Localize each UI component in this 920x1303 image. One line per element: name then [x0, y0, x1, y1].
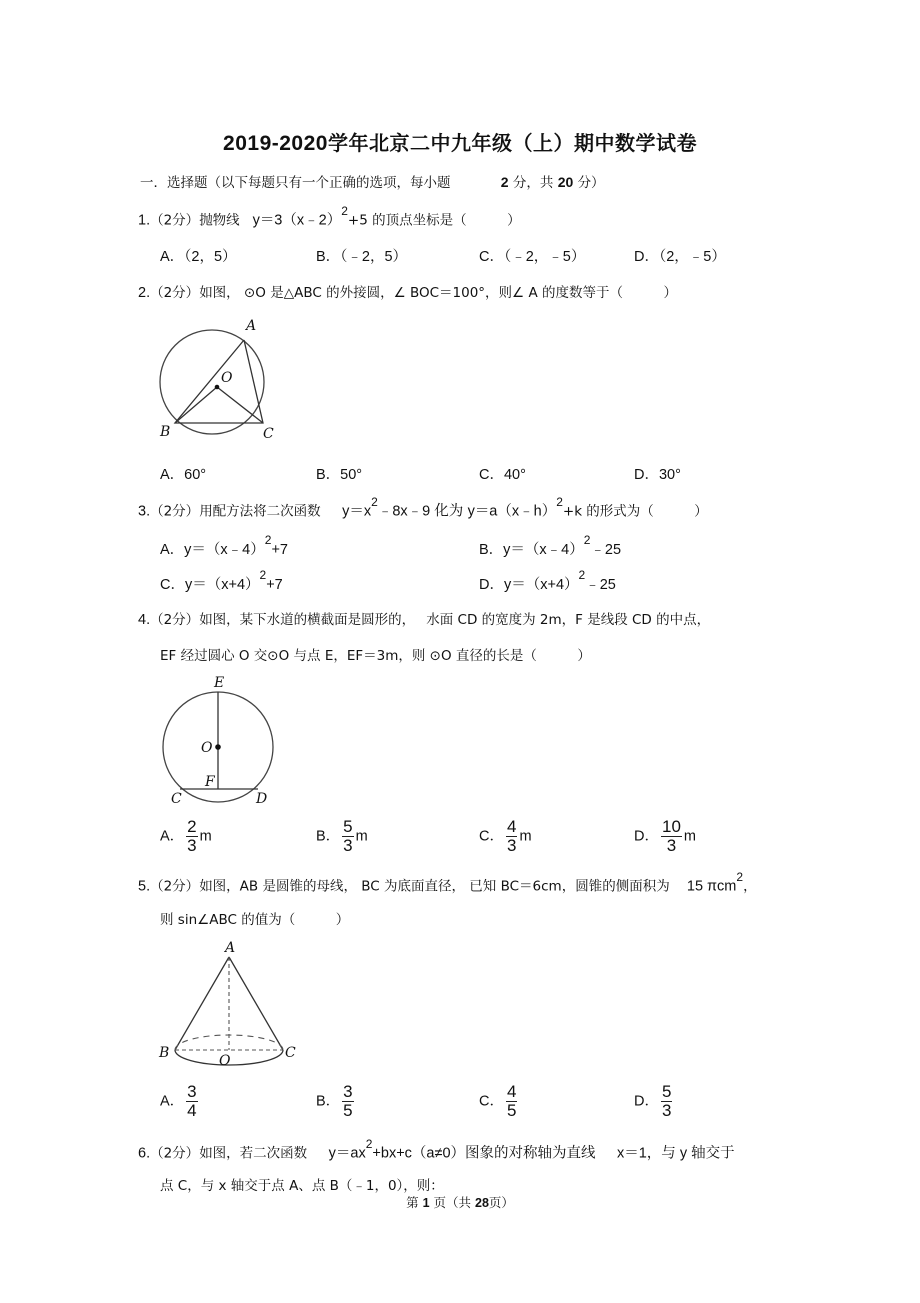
page-total: 28 [475, 1196, 489, 1210]
option-label: D． [634, 249, 659, 265]
exponent: 2 [583, 533, 591, 547]
svg-text:B: B [159, 1045, 170, 1061]
exponent: 2 [365, 1137, 373, 1151]
option-label: C． [479, 467, 504, 483]
title-text: 学年北京二中九年级（上）期中数学试卷 [327, 131, 697, 155]
fraction [661, 818, 682, 855]
numerator: 5 [343, 817, 353, 836]
question-5-line-2 [160, 908, 349, 928]
option-label: A． [160, 828, 185, 845]
question-text-tail: +k 的形式为（ ） [562, 503, 708, 520]
q5-option-a[interactable] [160, 1083, 200, 1120]
footer-mid: 页（共 [433, 1195, 472, 1210]
figure-circle-chord [155, 672, 290, 807]
q4-option-a[interactable] [160, 818, 212, 855]
q1-option-c[interactable] [479, 245, 585, 266]
exponent: 2 [341, 204, 348, 218]
question-text: 如图，AB 是圆锥的母线， BC 为底面直径， 已知 BC＝6cm，圆锥的侧面积为 [199, 878, 670, 895]
figure-cone [155, 937, 305, 1072]
section-mid: 分，共 [512, 175, 554, 191]
question-score: （2分） [150, 1145, 200, 1162]
option-value: （﹣2，5） [340, 249, 408, 265]
q4-option-d[interactable] [634, 818, 696, 855]
exponent: 2 [736, 870, 744, 884]
question-text: 如图，若二次函数 [199, 1145, 308, 1162]
numerator: 3 [187, 1082, 197, 1101]
denominator: 5 [506, 1101, 517, 1120]
question-text-tail: +5 的顶点坐标是（ ） [347, 212, 521, 229]
question-text: 用配方法将二次函数 [199, 503, 321, 520]
svg-text:O: O [221, 370, 233, 386]
question-number: 3. [138, 503, 151, 520]
question-area: 15 πcm [686, 878, 737, 895]
fraction [186, 1083, 197, 1120]
question-4-line-1 [138, 608, 710, 628]
option-label: A． [160, 249, 185, 265]
question-text: 抛物线 [199, 212, 240, 229]
question-6-line-2 [160, 1174, 444, 1194]
question-number: 6. [138, 1145, 151, 1162]
question-target-form: y＝a（x﹣h） [467, 503, 557, 520]
denominator: 5 [343, 1101, 353, 1120]
question-score: （2分） [150, 878, 200, 895]
question-number: 2. [138, 285, 151, 301]
q3-option-b[interactable] [479, 533, 622, 559]
section-points-each: 2 [500, 174, 509, 190]
fraction [661, 1083, 672, 1120]
option-label: B． [479, 541, 504, 558]
denominator: 3 [661, 1101, 672, 1120]
fraction [506, 818, 517, 855]
title-year: 2019-2020 [223, 132, 328, 155]
denominator: 3 [343, 836, 353, 855]
q5-option-d[interactable] [634, 1083, 674, 1120]
q2-option-d[interactable] [634, 463, 681, 484]
q1-option-d[interactable] [634, 245, 726, 266]
numerator: 3 [343, 1082, 353, 1101]
svg-text:C: C [171, 791, 182, 807]
q5-option-b[interactable] [316, 1083, 356, 1120]
option-base: y＝（x+4） [184, 576, 260, 593]
option-value: （2，5） [184, 249, 237, 265]
svg-text:D: D [256, 791, 268, 807]
svg-text:O: O [201, 740, 213, 756]
question-text: 则 sin∠ABC 的值为（ ） [160, 912, 350, 928]
page-footer [0, 1193, 920, 1211]
question-3 [138, 495, 708, 521]
question-text: 如图， ⊙O 是△ABC 的外接圆，∠ BOC＝100°，则∠ A 的度数等于（ ） [199, 285, 677, 301]
question-number: 1. [138, 212, 151, 229]
question-4-line-2 [160, 644, 591, 664]
numerator: 10 [661, 817, 681, 836]
section-suffix: 分） [577, 175, 605, 191]
question-score: （2分） [150, 285, 200, 301]
option-base: y＝（x﹣4） [503, 541, 584, 558]
q2-option-c[interactable] [479, 463, 526, 484]
question-text-tail: x＝1，与 y 轴交于 [616, 1145, 735, 1162]
question-text: 点 C，与 x 轴交于点 A、点 B（﹣1，0），则： [160, 1178, 444, 1194]
question-score: （2分） [150, 612, 200, 628]
unit: m [199, 828, 212, 845]
question-number: 4. [138, 612, 151, 628]
svg-text:C: C [263, 426, 274, 442]
denominator: 3 [506, 836, 517, 855]
option-label: A． [160, 1093, 185, 1110]
question-2 [138, 281, 677, 301]
fraction [506, 1083, 517, 1120]
denominator: 3 [187, 836, 197, 855]
q3-option-d[interactable] [479, 568, 616, 594]
option-label: C． [479, 249, 504, 265]
q1-option-b[interactable] [316, 245, 407, 266]
exponent: 2 [264, 533, 272, 547]
question-5-line-1 [138, 870, 757, 895]
question-1 [138, 204, 521, 230]
option-value: 40° [503, 467, 526, 483]
svg-text:C: C [285, 1045, 296, 1061]
page-title [0, 127, 920, 156]
option-value: （﹣2，﹣5） [503, 249, 586, 265]
question-text: 如图，某下水道的横截面是圆形的， 水面 CD 的宽度为 2m，F 是线段 CD 的中点， [199, 612, 711, 628]
fraction [186, 818, 197, 855]
question-formula: y＝x [342, 503, 372, 520]
question-number: 5. [138, 878, 151, 895]
question-text-mid: ﹣8x﹣9 化为 [377, 503, 464, 520]
denominator: 3 [666, 836, 677, 855]
option-label: B． [316, 828, 341, 845]
exponent: 2 [259, 568, 267, 582]
fraction [342, 818, 353, 855]
q5-option-c[interactable] [479, 1083, 519, 1120]
unit: m [683, 828, 696, 845]
question-6-line-1 [138, 1137, 735, 1163]
question-text: EF 经过圆心 O 交⊙O 与点 E，EF＝3m，则 ⊙O 直径的长是（ ） [160, 648, 591, 664]
option-value: 50° [340, 467, 363, 483]
option-tail: ﹣25 [585, 576, 616, 593]
option-label: A． [160, 467, 185, 483]
option-label: D． [634, 828, 659, 845]
option-base: y＝（x+4） [503, 576, 579, 593]
footer-prefix: 第 [406, 1195, 419, 1210]
option-label: C． [160, 576, 185, 593]
section-total: 20 [557, 174, 574, 190]
option-base: y＝（x﹣4） [184, 541, 265, 558]
fraction [342, 1083, 353, 1120]
page-number: 1 [422, 1196, 430, 1210]
numerator: 4 [506, 817, 517, 836]
svg-text:B: B [160, 424, 171, 440]
option-label: D． [634, 1093, 659, 1110]
option-label: D． [634, 467, 659, 483]
option-label: B． [316, 467, 341, 483]
option-value: （2，﹣5） [658, 249, 726, 265]
option-value: 60° [184, 467, 207, 483]
option-value: 30° [658, 467, 681, 483]
exponent: 2 [578, 568, 586, 582]
q2-option-b[interactable] [316, 463, 362, 484]
numerator: 2 [187, 817, 197, 836]
option-label: C． [479, 1093, 504, 1110]
question-formula: y＝ax [328, 1145, 366, 1162]
question-text-mid: +bx+c（a≠0）图象的对称轴为直线 [372, 1145, 596, 1162]
section-prefix: 一．选择题（以下每题只有一个正确的选项，每小题 [140, 175, 451, 191]
option-tail: ﹣25 [590, 541, 622, 558]
q4-option-b[interactable] [316, 818, 368, 855]
option-tail: +7 [271, 541, 288, 558]
question-score: （2分） [150, 503, 200, 520]
q1-option-a[interactable] [160, 245, 237, 266]
option-label: B． [316, 249, 341, 265]
option-label: C． [479, 828, 504, 845]
option-label: B． [316, 1093, 341, 1110]
question-text-tail: ， [743, 878, 757, 895]
svg-text:F: F [205, 774, 215, 790]
svg-text:A: A [225, 940, 236, 956]
q2-option-a[interactable] [160, 463, 206, 484]
q3-option-a[interactable] [160, 533, 288, 559]
denominator: 4 [187, 1101, 197, 1120]
question-formula: y＝3（x﹣2） [252, 212, 342, 229]
option-tail: +7 [266, 576, 283, 593]
svg-text:A: A [246, 318, 257, 334]
exponent: 2 [371, 495, 378, 509]
exponent: 2 [556, 495, 563, 509]
question-score: （2分） [150, 212, 200, 229]
svg-text:E: E [214, 675, 225, 691]
numerator: 4 [506, 1082, 517, 1101]
numerator: 5 [661, 1082, 672, 1101]
option-label: D． [479, 576, 504, 593]
svg-text:O: O [219, 1053, 231, 1069]
footer-suffix: 页） [488, 1195, 514, 1210]
section-header [140, 171, 605, 191]
unit: m [519, 828, 532, 845]
q3-option-c[interactable] [160, 568, 283, 594]
q4-option-c[interactable] [479, 818, 532, 855]
figure-circle-triangle [155, 315, 295, 445]
option-label: A． [160, 541, 185, 558]
unit: m [355, 828, 368, 845]
